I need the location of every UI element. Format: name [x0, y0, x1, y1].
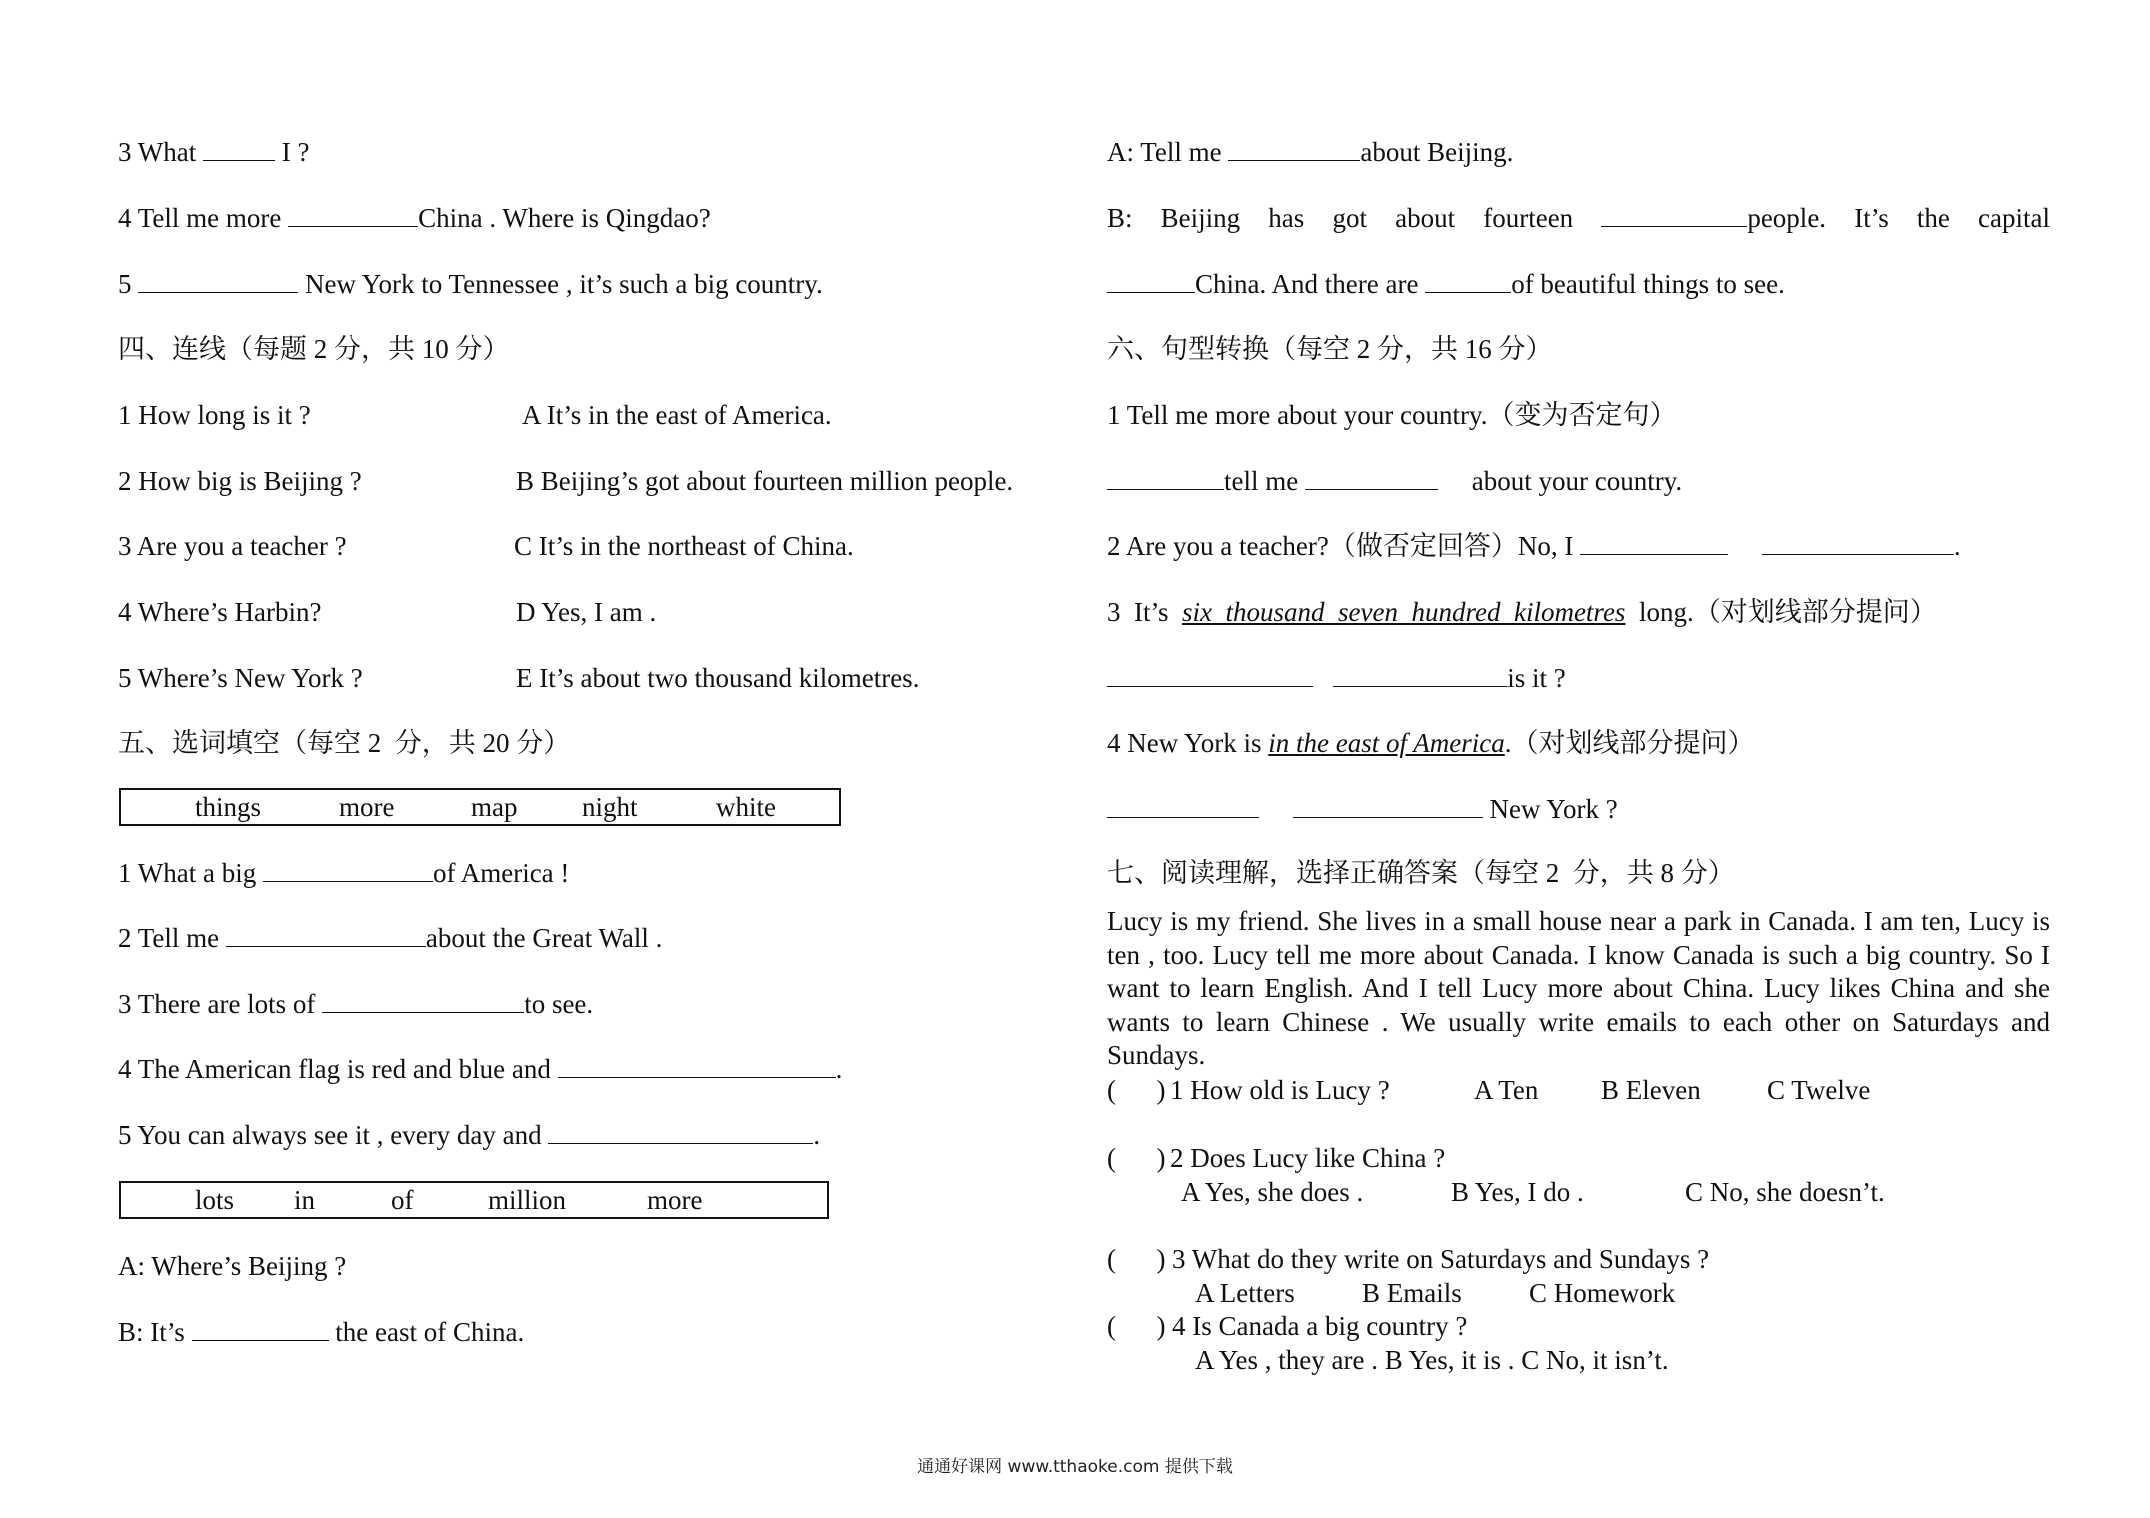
- underlined-phrase: six thousand seven hundred kilometres: [1182, 597, 1626, 627]
- answer-blank[interactable]: [138, 270, 298, 293]
- answer-blank[interactable]: [1107, 664, 1313, 687]
- question-text: about Beijing.: [1360, 137, 1514, 167]
- transform-question-3: [1107, 595, 1937, 629]
- answer-blank[interactable]: [1107, 795, 1259, 818]
- question-text: 1 What a big: [118, 858, 257, 888]
- question-text: China . Where is Qingdao?: [418, 203, 711, 233]
- word-option: of: [391, 1185, 414, 1215]
- question-text: 3 What: [118, 137, 197, 167]
- dialogue-line-b: [118, 1315, 524, 1349]
- match-answer-d: D Yes, I am .: [516, 597, 657, 627]
- answer-blank[interactable]: [203, 138, 275, 161]
- answer-blank[interactable]: [1333, 664, 1507, 687]
- match-answer-c: C It’s in the northeast of China.: [514, 531, 854, 561]
- question-text: tell me: [1224, 466, 1299, 496]
- question-text: .: [1953, 531, 1961, 561]
- footer-source: 通通好课网 www.tthaoke.com 提供下载: [917, 1457, 1233, 1477]
- question-text: .: [835, 1054, 843, 1084]
- question-text: 5 You can always see it , every day and: [118, 1120, 542, 1150]
- answer-blank[interactable]: [1293, 795, 1483, 818]
- question-text: .（对划线部分提问）: [1504, 728, 1755, 758]
- question-text: B: It’s: [118, 1317, 185, 1347]
- answer-blank[interactable]: [548, 1121, 813, 1144]
- match-question-3: 3 Are you a teacher ?: [118, 531, 347, 561]
- answer-blank[interactable]: [1601, 204, 1747, 227]
- fill-question-4: [118, 201, 711, 235]
- word: It’s: [1854, 203, 1889, 233]
- word-option: lots: [195, 1185, 235, 1215]
- answer-blank[interactable]: [558, 1055, 836, 1078]
- section-6-title: 六、句型转换（每空 2 分，共 16 分）: [1107, 334, 1553, 364]
- question-text: 4 Tell me more: [118, 203, 282, 233]
- question-text: 2 Are you a teacher?（做否定回答）No, I: [1107, 531, 1574, 561]
- question-text: long.（对划线部分提问）: [1638, 597, 1937, 627]
- transform-question-2: [1107, 529, 1961, 563]
- reading-question-2: 2 Does Lucy like China ?: [1170, 1143, 1446, 1173]
- answer-blank[interactable]: [226, 924, 426, 947]
- fill-question-5: [118, 267, 823, 301]
- question-text: I ?: [281, 137, 310, 167]
- reading-option: A Yes, she does .: [1181, 1177, 1364, 1207]
- question-text: 4 The American flag is red and blue and: [118, 1054, 551, 1084]
- word-fill-2: [118, 921, 662, 955]
- word-option: million: [488, 1185, 567, 1215]
- match-question-1: 1 How long is it ?: [118, 400, 311, 430]
- word: Beijing: [1160, 203, 1241, 233]
- match-question-5: 5 Where’s New York ?: [118, 663, 363, 693]
- question-text: A: Tell me: [1107, 137, 1222, 167]
- question-text: of beautiful things to see.: [1511, 269, 1785, 299]
- question-text: 4 New York is: [1107, 728, 1262, 758]
- answer-blank[interactable]: [1107, 270, 1195, 293]
- dialogue-line-b-beijing: [1107, 201, 2050, 235]
- transform-question-1: 1 Tell me more about your country.（变为否定句）: [1107, 400, 1677, 430]
- word-option: more: [339, 792, 395, 822]
- answer-blank[interactable]: [1425, 270, 1511, 293]
- question-text: New York ?: [1489, 794, 1618, 824]
- word-box-1: [119, 788, 841, 826]
- answer-blank[interactable]: [1580, 532, 1728, 555]
- question-text: of America !: [432, 858, 570, 888]
- section-4-title: 四、连线（每题 2 分，共 10 分）: [118, 334, 510, 364]
- question-text: to see.: [524, 989, 594, 1019]
- match-question-2: 2 How big is Beijing ?: [118, 466, 362, 496]
- reading-option: C No, she doesn’t.: [1685, 1177, 1885, 1207]
- question-text: 2 Tell me: [118, 923, 220, 953]
- reading-option: B Yes, I do .: [1451, 1177, 1584, 1207]
- question-number: 5: [118, 269, 132, 299]
- reading-option: B Eleven: [1601, 1075, 1701, 1105]
- question-text: 3 There are lots of: [118, 989, 316, 1019]
- word-option: more: [647, 1185, 703, 1215]
- fill-question-3: [118, 135, 309, 169]
- reading-question-4: 4 Is Canada a big country ?: [1172, 1311, 1468, 1341]
- word: people.: [1747, 203, 1827, 233]
- transform-question-4: [1107, 726, 1755, 760]
- answer-blank[interactable]: [322, 990, 524, 1013]
- question-text: 3 It’s: [1107, 597, 1169, 627]
- question-text: about the Great Wall .: [425, 923, 663, 953]
- dialogue-line-b-cont: [1107, 267, 1785, 301]
- reading-option: C Twelve: [1767, 1075, 1871, 1105]
- question-text: the east of China.: [335, 1317, 525, 1347]
- dialogue-line-a-beijing: [1107, 135, 1513, 169]
- match-answer-e: E It’s about two thousand kilometres.: [516, 663, 920, 693]
- match-answer-b: B Beijing’s got about fourteen million people.: [516, 466, 1014, 496]
- reading-options-4: A Yes , they are . B Yes, it is . C No, it isn’t.: [1195, 1345, 1669, 1375]
- reading-question-3: 3 What do they write on Saturdays and Sundays ?: [1172, 1244, 1710, 1274]
- transform-answer-1: [1107, 464, 1682, 498]
- answer-blank[interactable]: [1228, 138, 1360, 161]
- section-5-title: 五、选词填空（每空 2 分，共 20 分）: [118, 728, 571, 758]
- reading-passage: Lucy is my friend. She lives in a small house near a park in Canada. I am ten, Lucy is ten , too. Lucy tell me more about Canada. I know Canada is such a big country. So I want to learn English. And I tell Lucy more about China. Lucy likes China and she wants to learn Chinese . We usually write emails to each other on Saturdays and Sundays.: [1107, 906, 2050, 1070]
- question-text: is it ?: [1507, 663, 1566, 693]
- reading-option: B Emails: [1362, 1278, 1462, 1308]
- dialogue-line-a: A: Where’s Beijing ?: [118, 1251, 347, 1281]
- match-question-4: 4 Where’s Harbin?: [118, 597, 322, 627]
- word-box-2: [119, 1181, 829, 1219]
- answer-group: [1601, 201, 1826, 235]
- reading-question-1: 1 How old is Lucy ?: [1170, 1075, 1390, 1105]
- word: the: [1916, 203, 1950, 233]
- reading-answer-bracket-1[interactable]: ( ): [1107, 1075, 1166, 1105]
- answer-blank[interactable]: [1107, 467, 1224, 490]
- underlined-phrase: in the east of America: [1268, 728, 1505, 758]
- question-text: New York to Tennessee , it’s such a big country.: [305, 269, 823, 299]
- match-answer-a: A It’s in the east of America.: [522, 400, 832, 430]
- answer-blank[interactable]: [263, 859, 433, 882]
- question-text: about your country.: [1471, 466, 1683, 496]
- word-fill-3: [118, 987, 593, 1021]
- word-option: map: [471, 792, 518, 822]
- word-option: white: [716, 792, 776, 822]
- reading-answer-bracket-3[interactable]: ( ): [1107, 1244, 1166, 1274]
- answer-blank[interactable]: [1305, 467, 1438, 490]
- transform-answer-3: [1107, 661, 1566, 695]
- transform-answer-4: [1107, 792, 1618, 826]
- word: got: [1332, 203, 1367, 233]
- word: fourteen: [1483, 203, 1574, 233]
- answer-blank[interactable]: [1762, 532, 1954, 555]
- answer-blank[interactable]: [288, 204, 418, 227]
- word-fill-4: [118, 1052, 842, 1086]
- word-option: in: [294, 1185, 316, 1215]
- word-option: things: [195, 792, 262, 822]
- question-text: China. And there are: [1195, 269, 1419, 299]
- word-fill-1: [118, 856, 569, 890]
- word-fill-5: [118, 1118, 820, 1152]
- word: about: [1395, 203, 1456, 233]
- word: has: [1268, 203, 1305, 233]
- reading-answer-bracket-2[interactable]: ( ): [1107, 1143, 1166, 1173]
- word: B:: [1107, 203, 1133, 233]
- reading-option: C Homework: [1529, 1278, 1676, 1308]
- reading-answer-bracket-4[interactable]: ( ): [1107, 1311, 1166, 1341]
- question-text: .: [813, 1120, 821, 1150]
- reading-option: A Ten: [1474, 1075, 1539, 1105]
- answer-blank[interactable]: [192, 1318, 329, 1341]
- section-7-title: 七、阅读理解，选择正确答案（每空 2 分，共 8 分）: [1107, 858, 1735, 888]
- word: capital: [1978, 203, 2050, 233]
- word-option: night: [582, 792, 638, 822]
- reading-option: A Letters: [1195, 1278, 1295, 1308]
